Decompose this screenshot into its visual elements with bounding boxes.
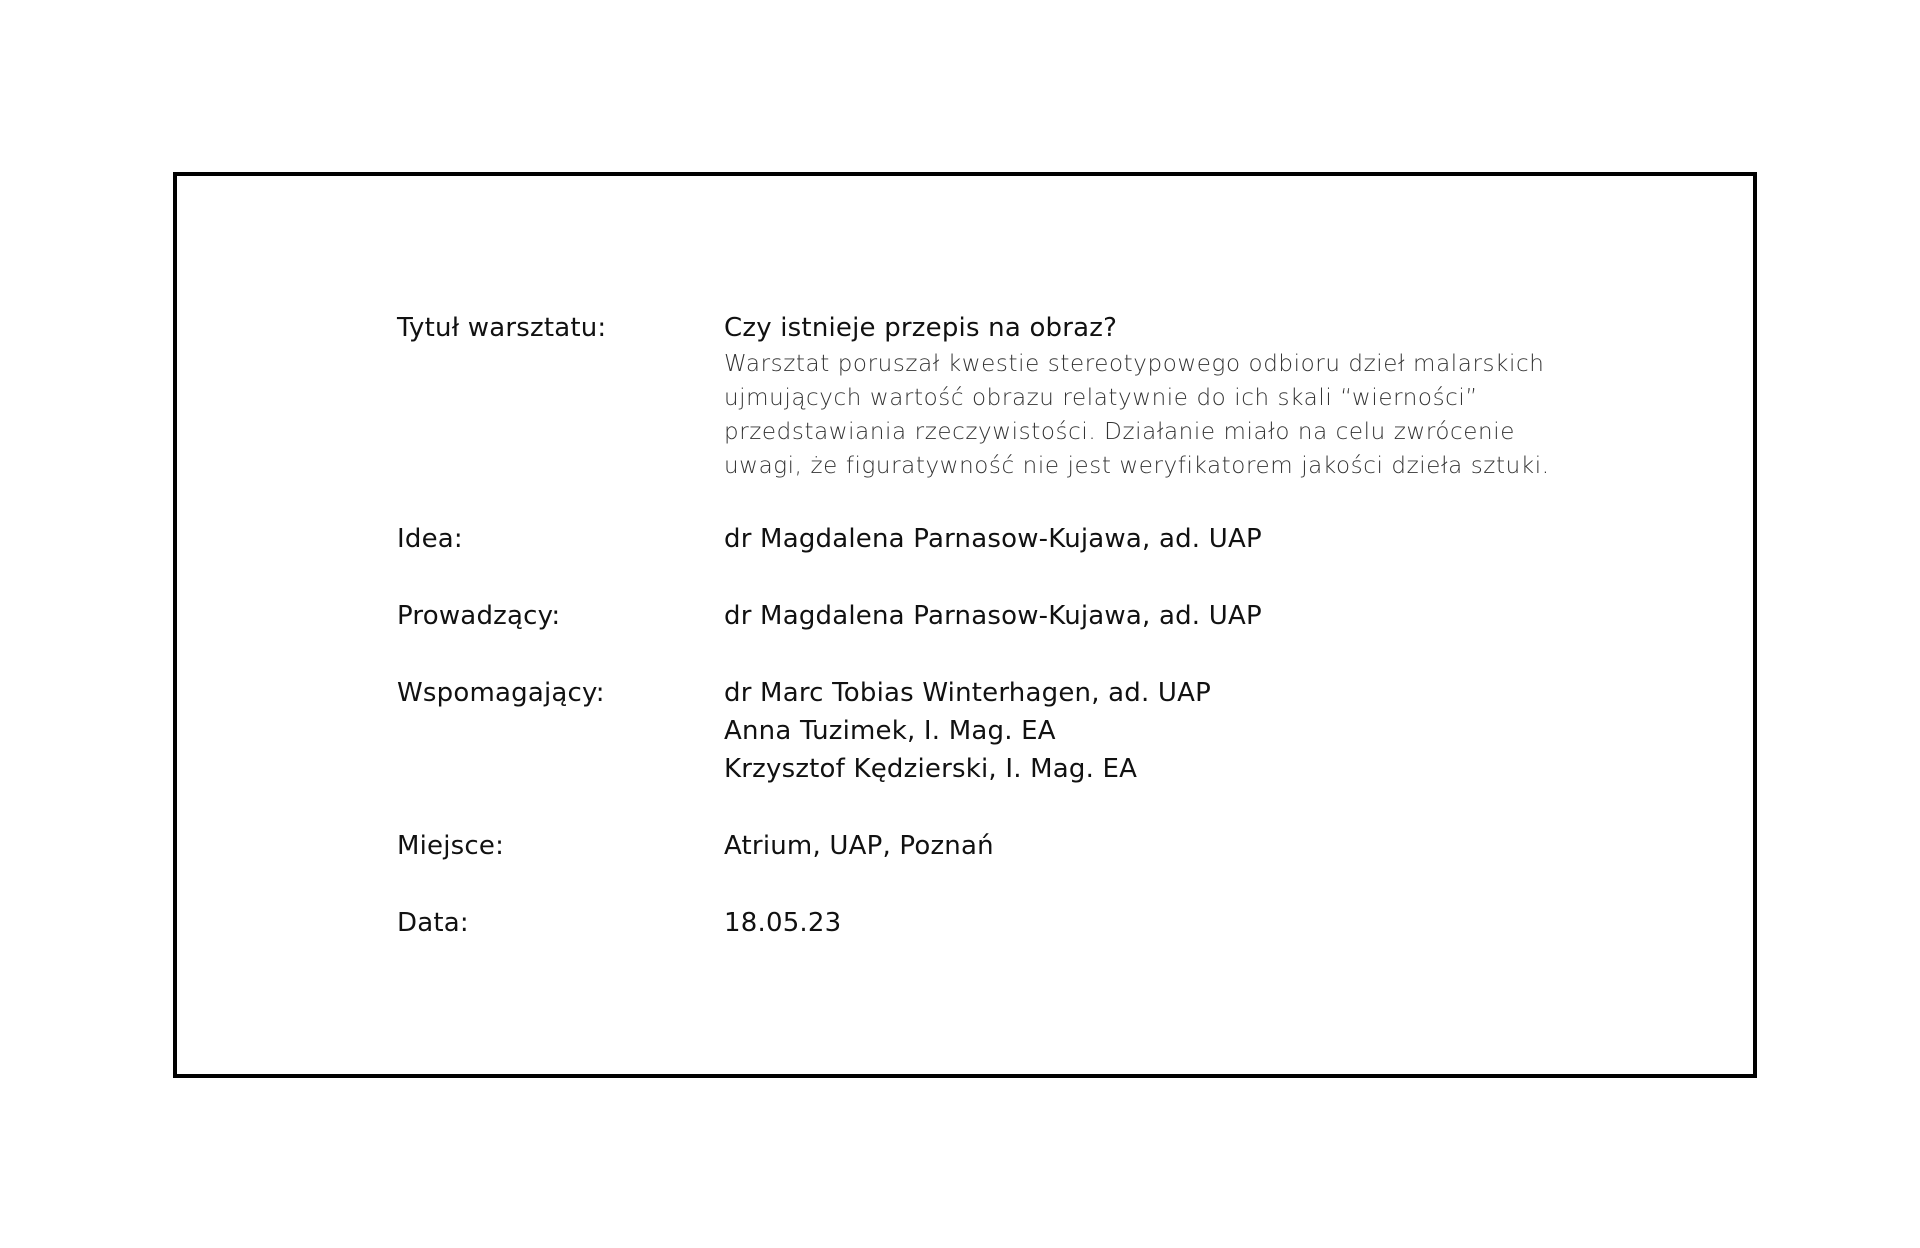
idea-label: Idea: xyxy=(397,524,463,554)
assistant-item: Krzysztof Kędzierski, I. Mag. EA xyxy=(724,754,1138,784)
lead-value: dr Magdalena Parnasow-Kujawa, ad. UAP xyxy=(724,601,1262,631)
assistant-item: Anna Tuzimek, I. Mag. EA xyxy=(724,716,1056,746)
date-label: Data: xyxy=(397,908,469,938)
assistant-item: dr Marc Tobias Winterhagen, ad. UAP xyxy=(724,678,1211,708)
workshop-title-label: Tytuł warsztatu: xyxy=(397,313,607,343)
workshop-info-table xyxy=(397,309,1597,942)
place-value: Atrium, UAP, Poznań xyxy=(724,831,994,861)
lead-label: Prowadzący: xyxy=(397,601,561,631)
place-row xyxy=(397,827,1597,865)
date-value: 18.05.23 xyxy=(724,908,842,938)
workshop-title: Czy istnieje przepis na obraz? xyxy=(724,313,1118,343)
workshop-description: Warsztat poruszał kwestie stereotypowego odbioru dzieł malarskich ujmujących wartość obrazu relatywnie do ich skali “wierności” przedstawiania rzeczywistości. Działanie miało na celu zwrócenie uwagi, że figuratywność nie jest weryfikatorem jakości dzieła sztuki. xyxy=(724,351,1550,479)
assistants-list xyxy=(724,674,1597,788)
assistants-label: Wspomagający: xyxy=(397,678,605,708)
assistants-row xyxy=(397,674,1597,788)
workshop-title-block xyxy=(724,309,1597,483)
lead-row xyxy=(397,597,1597,635)
place-label: Miejsce: xyxy=(397,831,505,861)
idea-value: dr Magdalena Parnasow-Kujawa, ad. UAP xyxy=(724,524,1262,554)
date-row xyxy=(397,904,1597,942)
idea-row xyxy=(397,520,1597,558)
workshop-title-row xyxy=(397,309,1597,483)
